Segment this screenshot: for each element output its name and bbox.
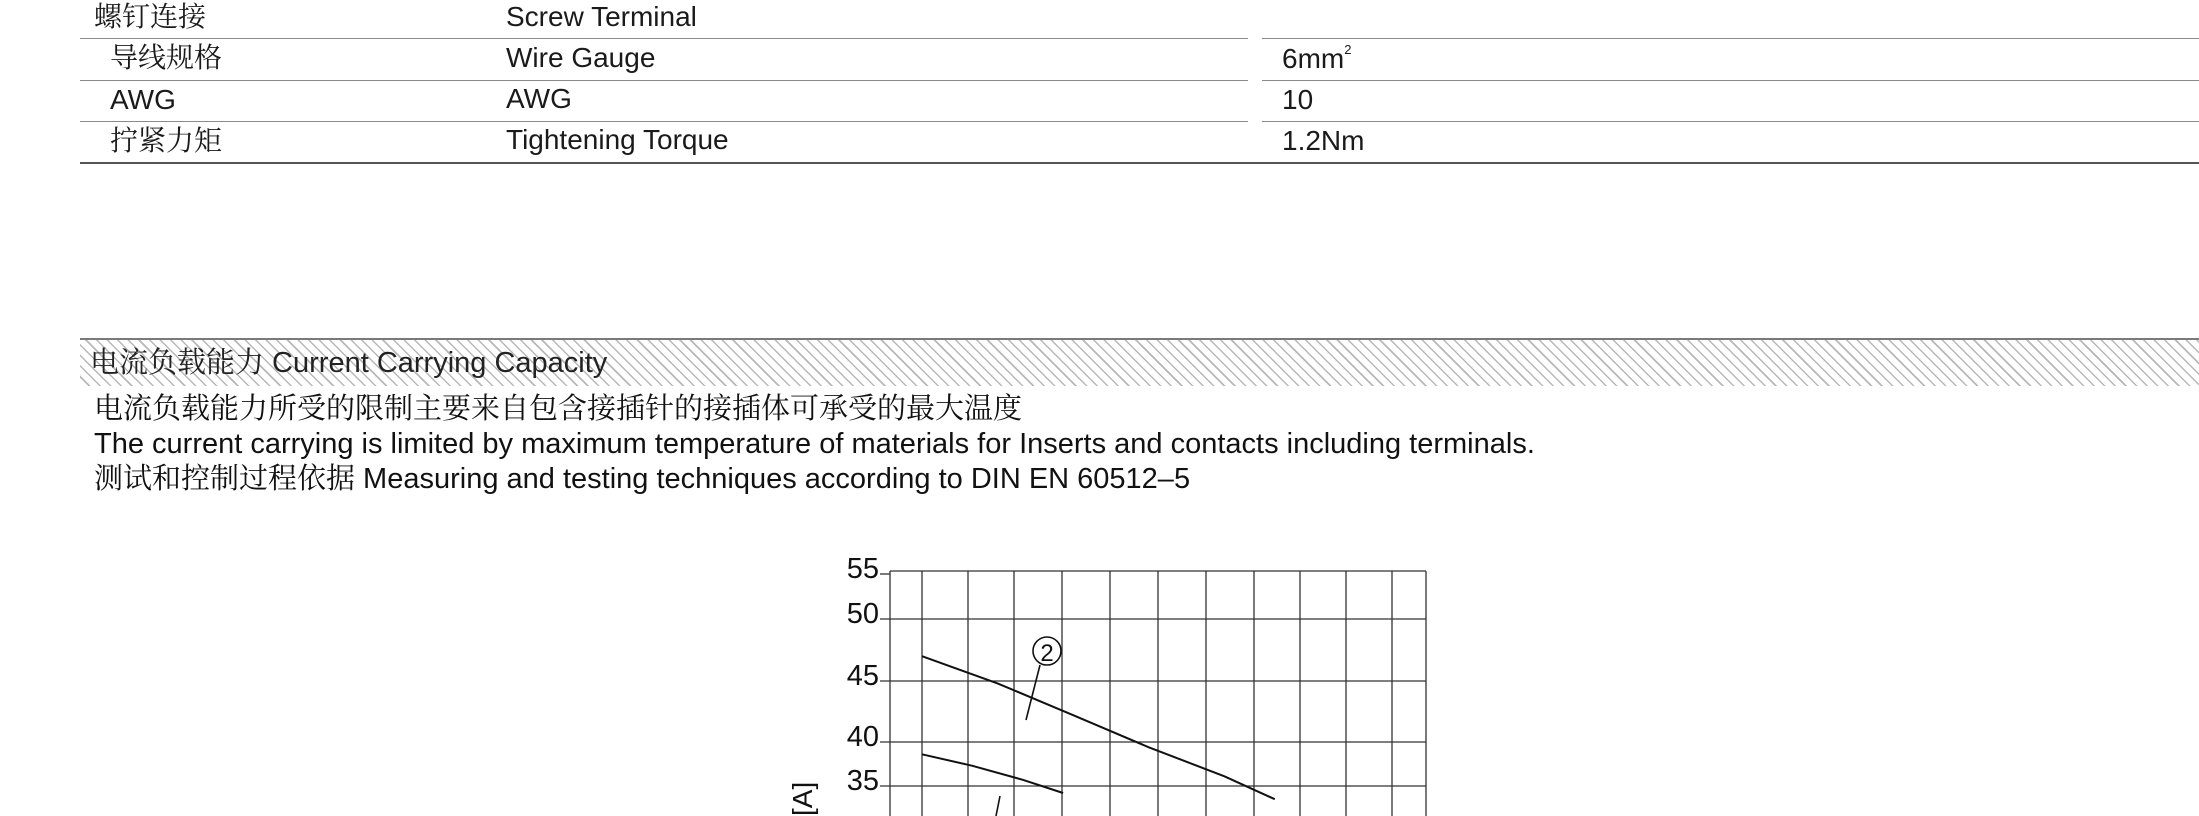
row-label-en: Tightening Torque — [506, 124, 729, 155]
row-value: 1.2Nm — [1282, 125, 1365, 156]
annotation-leader — [996, 796, 1000, 816]
annotation-label: 2 — [1040, 640, 1054, 667]
row-label-en: AWG — [506, 83, 572, 114]
row-label-zh: 螺钉连接 — [94, 1, 207, 32]
annotation-leader — [1026, 665, 1040, 720]
row-value: 10 — [1282, 84, 1314, 115]
y-tick-label: 35 — [846, 765, 879, 797]
value-text: 6mm — [1282, 43, 1345, 74]
row-label-zh: 导线规格 — [110, 42, 223, 73]
series-line — [922, 656, 1275, 799]
y-tick-label: 55 — [846, 553, 879, 585]
y-axis-label: [A] — [787, 781, 818, 816]
y-tick-label: 45 — [846, 660, 879, 692]
value-superscript: 2 — [1344, 42, 1352, 57]
section-title: 电流负载能力 Current Carrying Capacity — [90, 347, 608, 379]
row-label-zh: AWG — [110, 84, 176, 115]
row-label-en: Screw Terminal — [506, 1, 697, 32]
row-label-en: Wire Gauge — [506, 42, 656, 73]
test-standard-note: 测试和控制过程依据 Measuring and testing techniques according to DIN EN 60512–5 — [94, 463, 1191, 495]
description-en: The current carrying is limited by maximum temperature of materials for Inserts and contacts including terminals. — [94, 428, 1535, 460]
series-line — [922, 754, 1063, 793]
y-tick-label: 50 — [846, 598, 879, 630]
row-label-zh: 拧紧力矩 — [110, 125, 223, 156]
description-zh: 电流负载能力所受的限制主要来自包含接插针的接插体可承受的最大温度 — [94, 393, 1023, 425]
y-tick-label: 40 — [846, 721, 879, 753]
